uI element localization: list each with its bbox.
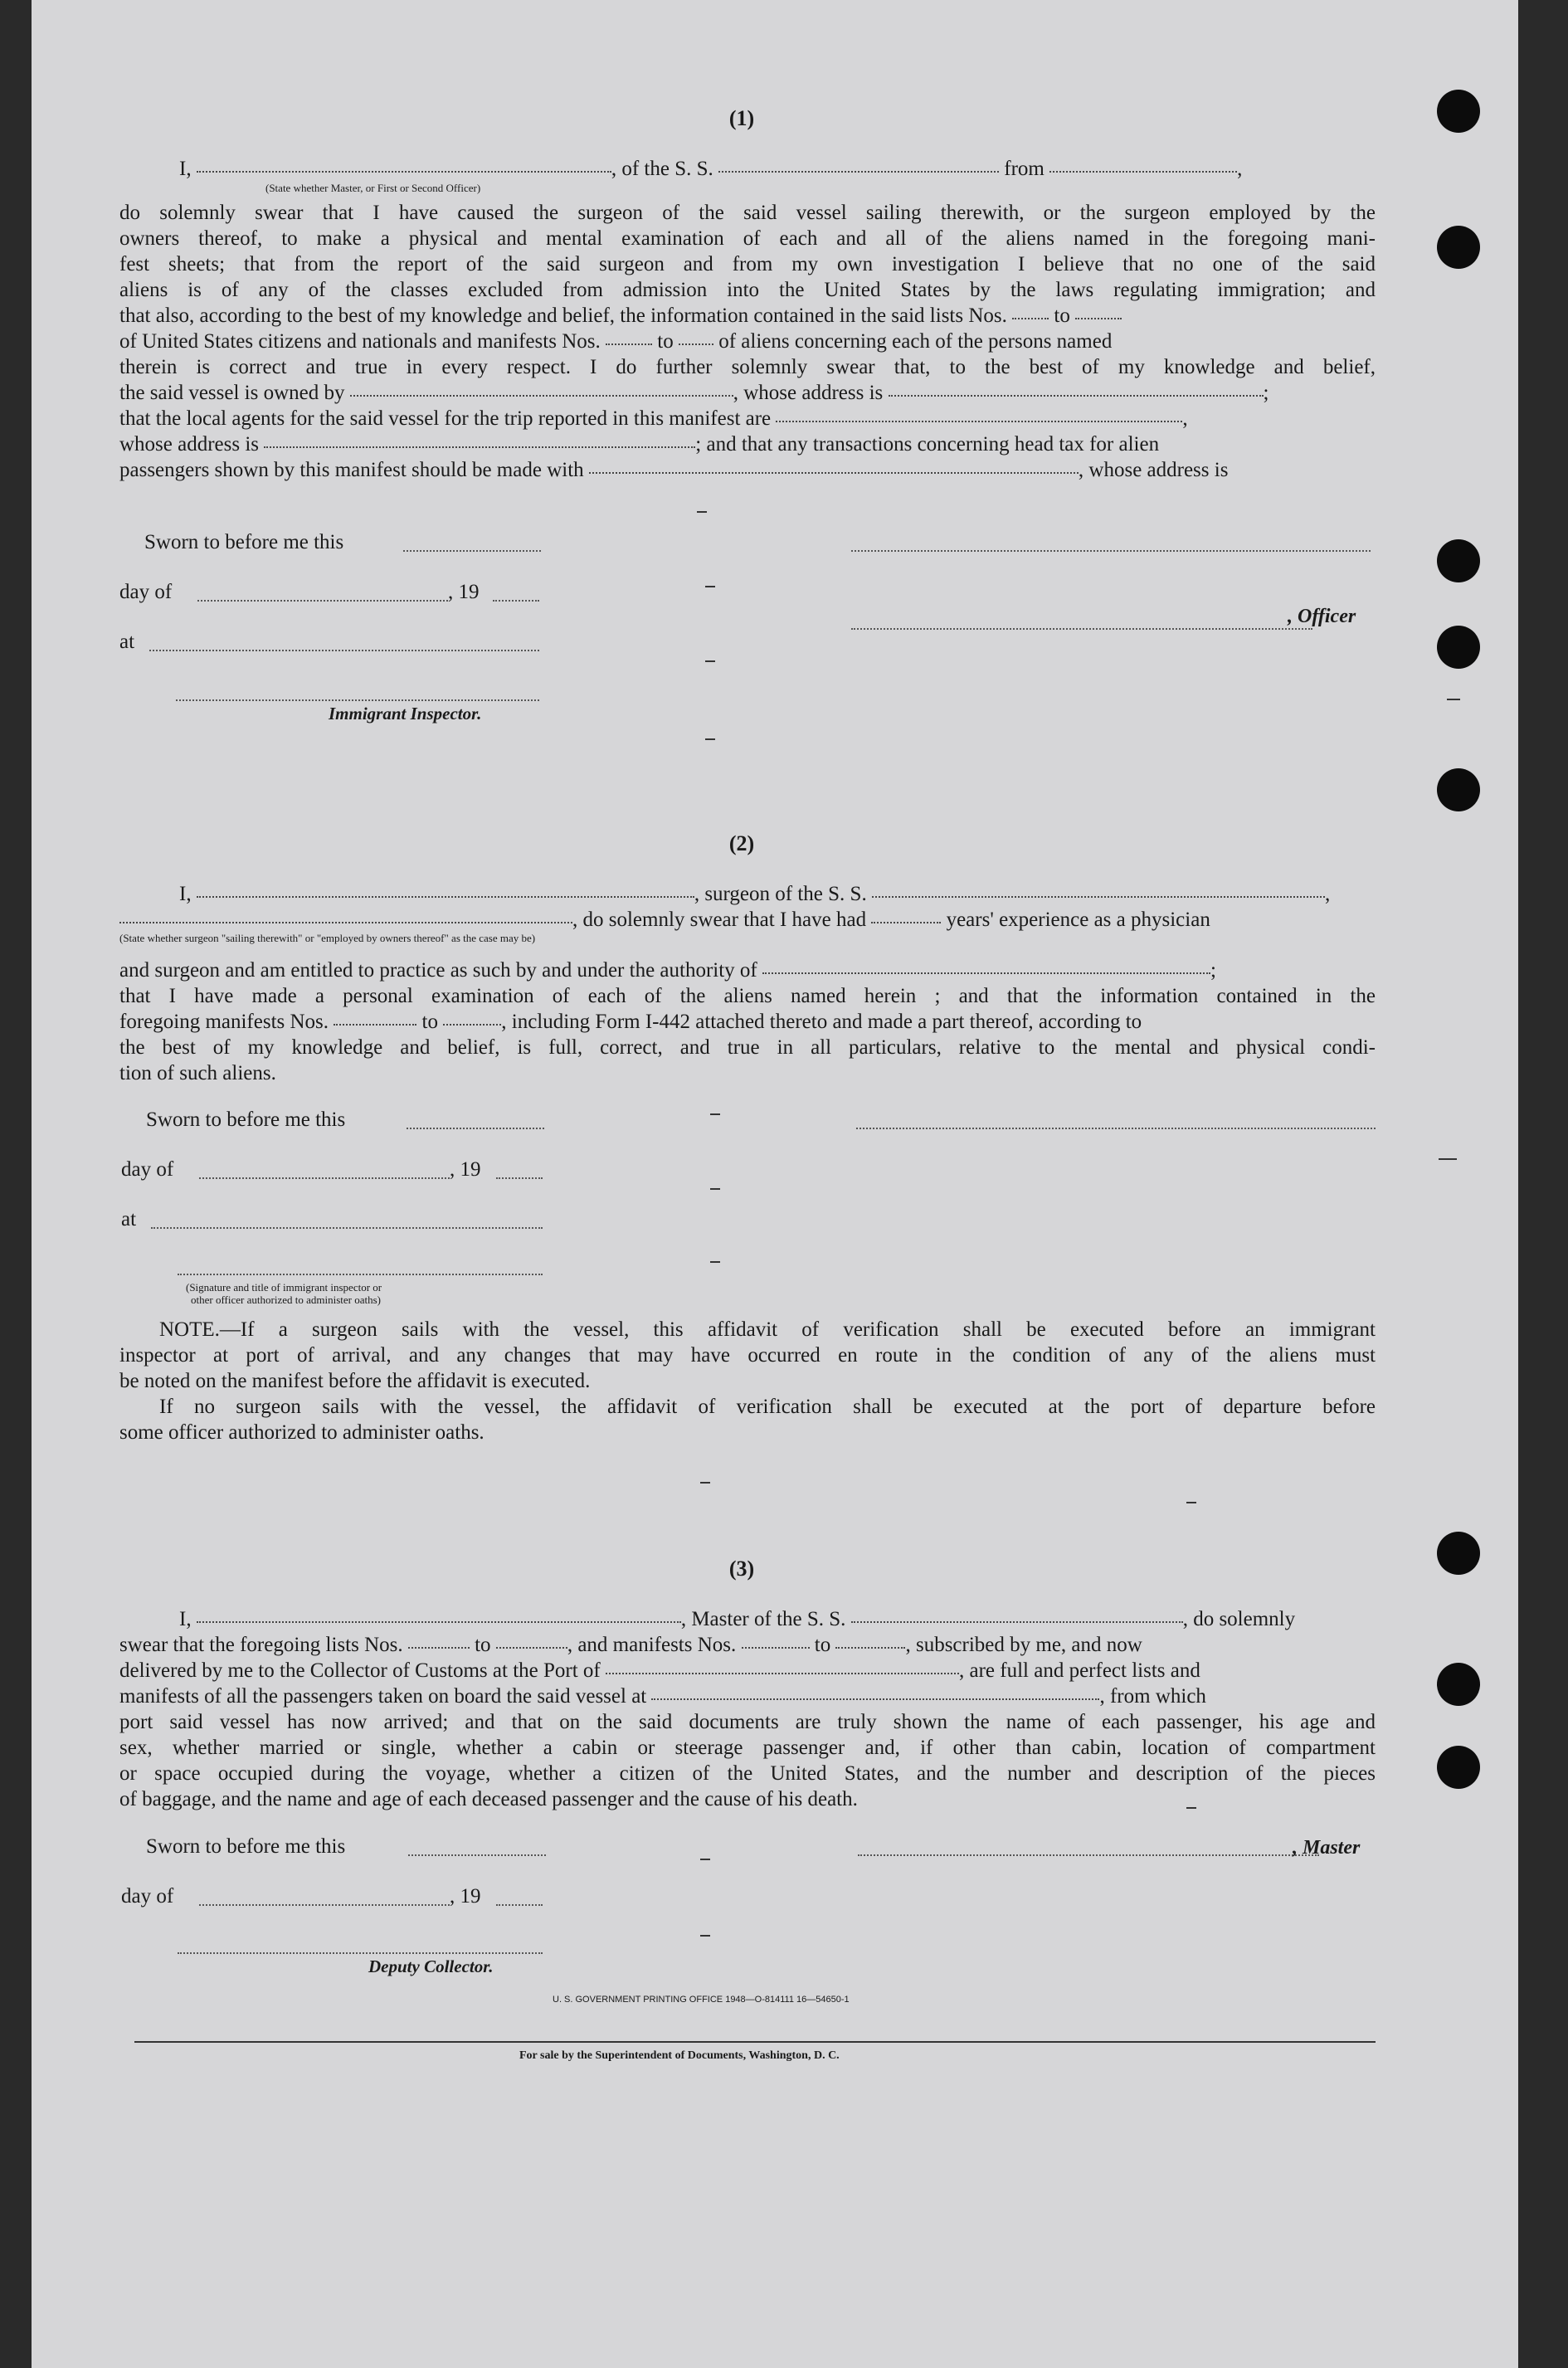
section-2-at-label: at <box>121 1208 137 1230</box>
note-line: be noted on the manifest before the affidavit is executed. <box>119 1370 591 1392</box>
section-1-body-line: fest sheets; that from the report of the said surgeon and from my own investigation I believe that no one of the said <box>119 253 1376 275</box>
section-3-collector-label: Deputy Collector. <box>368 1956 494 1976</box>
section-1-passengers-line: passengers shown by this manifest should be made with , whose address is <box>119 459 1229 481</box>
punch-hole <box>1437 626 1480 669</box>
section-3-line-3: delivered by me to the Collector of Customs at the Port of , are full and perfect lists and <box>119 1659 1200 1682</box>
section-2-line-2: , do solemnly swear that I have had years' experience as a physician <box>119 907 1376 933</box>
section-2-authority-line: and surgeon and am entitled to practice as such by and under the authority of ; <box>119 959 1216 982</box>
section-3-master-label: , Master <box>1293 1837 1361 1859</box>
section-1-officer-label: , Officer <box>1288 606 1356 627</box>
section-3-heading: (3) <box>728 1557 755 1581</box>
section-1-caption: (State whether Master, or First or Second Officer) <box>265 182 481 194</box>
section-3-line-2: swear that the foregoing lists Nos. to , and manifests Nos. to , subscribed by me, and now <box>119 1634 1142 1656</box>
section-1-sworn-label: Sworn to before me this <box>144 531 344 553</box>
section-3-year-label: , 19 <box>450 1885 481 1908</box>
section-1-agents-line: that the local agents for the said vessel for the trip reported in this manifest are , <box>119 407 1188 430</box>
section-3-body-line: or space occupied during the voyage, whether a citizen of the United States, and the number and description of the pieces <box>119 1762 1376 1785</box>
section-2-year-label: , 19 <box>450 1158 481 1181</box>
section-2-body-line: that I have made a personal examination of each of the aliens named herein ; and that the information contained in the <box>119 985 1376 1007</box>
section-2-line-1: I, , surgeon of the S. S. , <box>179 883 1331 905</box>
section-3-body-line: port said vessel has now arrived; and that on the said documents are truly shown the name of each passenger, his age and <box>119 1711 1376 1733</box>
note-line: NOTE.—If a surgeon sails with the vessel, this affidavit of verification shall be executed before an immigrant <box>159 1318 1376 1341</box>
section-1-body-line: do solemnly swear that I have caused the surgeon of the said vessel sailing therewith, or the surgeon employed by the <box>119 202 1376 224</box>
footer-rule <box>134 2041 1376 2043</box>
section-3-sworn-label: Sworn to before me this <box>146 1835 346 1858</box>
section-2-manifests-line: foregoing manifests Nos. to , including Form I-442 attached thereto and made a part thereof, according to <box>119 1011 1142 1033</box>
section-2-body-line: tion of such aliens. <box>119 1062 276 1084</box>
section-3-line-1: I, , Master of the S. S. , do solemnly <box>179 1608 1296 1630</box>
section-3-day-of-label: day of <box>121 1885 174 1908</box>
section-1-line-1: I, , of the S. S. from , <box>179 158 1243 180</box>
section-2-sig-caption: other officer authorized to administer oaths) <box>191 1294 381 1306</box>
gpo-imprint: U. S. GOVERNMENT PRINTING OFFICE 1948—O-814111 16—54650-1 <box>553 1995 850 2005</box>
section-1-heading: (1) <box>728 106 755 130</box>
section-3-body-line: sex, whether married or single, whether a cabin or steerage passenger and, if other than cabin, location of compartment <box>119 1737 1376 1759</box>
section-1-day-of-label: day of <box>119 581 173 603</box>
section-2-caption: (State whether surgeon "sailing therewith" or "employed by owners thereof" as the case may be) <box>119 932 536 944</box>
punch-hole <box>1437 539 1480 582</box>
punch-hole <box>1437 90 1480 133</box>
punch-hole <box>1437 1663 1480 1706</box>
punch-hole <box>1437 768 1480 811</box>
note-line: inspector at port of arrival, and any changes that may have occurred en route in the condition of any of the aliens must <box>119 1344 1376 1367</box>
punch-hole <box>1437 1746 1480 1789</box>
section-1-manifests-line: of United States citizens and nationals and manifests Nos. to of aliens concerning each of the persons named <box>119 330 1113 353</box>
punch-hole <box>1437 1532 1480 1575</box>
section-1-year-label: , 19 <box>448 581 480 603</box>
section-1-body-line: aliens is of any of the classes excluded from admission into the United States by the laws regulating immigration; and <box>119 279 1376 301</box>
section-1-lists-line: that also, according to the best of my knowledge and belief, the information contained in the said lists Nos. to <box>119 303 1376 329</box>
section-1-body-line: owners thereof, to make a physical and mental examination of each and all of the aliens named in the foregoing mani- <box>119 227 1376 250</box>
section-1-inspector-label: Immigrant Inspector. <box>329 704 482 724</box>
section-1-owned-line: the said vessel is owned by , whose address is ; <box>119 382 1269 404</box>
section-2-day-of-label: day of <box>121 1158 174 1181</box>
section-2-sig-caption: (Signature and title of immigrant inspector or <box>186 1281 382 1294</box>
section-2-heading: (2) <box>728 831 755 855</box>
note-line: If no surgeon sails with the vessel, the affidavit of verification shall be executed at the port of departure before <box>159 1396 1376 1418</box>
section-1-body-line: therein is correct and true in every respect. I do further solemnly swear that, to the best of my knowledge and belief, <box>119 356 1376 378</box>
section-2-body-line: the best of my knowledge and belief, is full, correct, and true in all particulars, relative to the mental and physical condi- <box>119 1036 1376 1059</box>
section-2-sworn-label: Sworn to before me this <box>146 1108 346 1131</box>
section-3-body-line: of baggage, and the name and age of each deceased passenger and the cause of his death. <box>119 1788 858 1810</box>
section-1-address-line: whose address is ; and that any transactions concerning head tax for alien <box>119 433 1160 456</box>
section-1-at-label: at <box>119 631 135 653</box>
punch-hole <box>1437 226 1480 269</box>
sale-notice: For sale by the Superintendent of Documents, Washington, D. C. <box>519 2049 840 2062</box>
note-line: some officer authorized to administer oaths. <box>119 1421 485 1444</box>
section-3-line-4: manifests of all the passengers taken on board the said vessel at , from which <box>119 1685 1206 1708</box>
form-page <box>32 0 1518 2368</box>
